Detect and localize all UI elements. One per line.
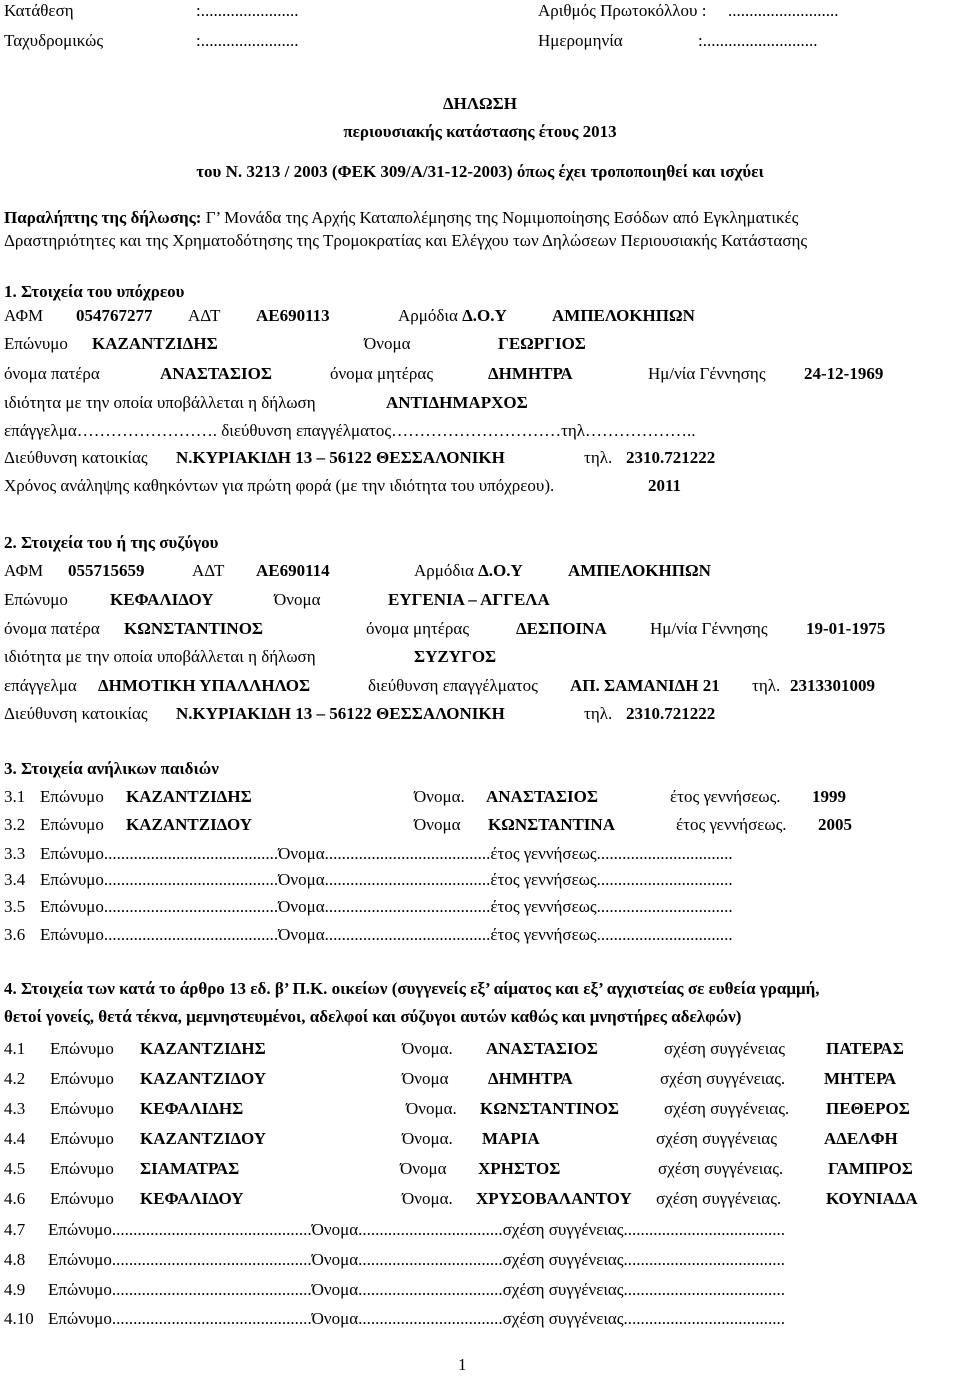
relative-surname: ΚΕΦΑΛΙΔΟΥ: [140, 1189, 244, 1208]
child-empty-fields: Επώνυμο.........................................Όνομα.......................................έτος γεννήσεως................................: [40, 844, 733, 863]
section4-heading-line-1: 4. Στοιχεία των κατά το άρθρο 13 εδ. β’ Π.Κ. οικείων (συγγενείς εξ’ αίματος και εξ’ αγχιστείας σε ευθεία γραμμή,: [4, 979, 820, 998]
dob-value: 24-12-1969: [804, 364, 884, 383]
capacity-value: ΑΝΤΙΔΗΜΑΡΧΟΣ: [386, 393, 528, 412]
spouse-name-value: ΕΥΓΕΝΙΑ – ΑΓΓΕΛΑ: [388, 590, 550, 609]
relative-empty-fields: Επώνυμο...............................................Όνομα..................................σχέση συγγένειας......................................: [48, 1309, 786, 1328]
relative-name: ΜΑΡΙΑ: [482, 1129, 540, 1148]
spouse-surname-value: ΚΕΦΑΛΙΔΟΥ: [110, 590, 214, 609]
child-name-label: Όνομα.: [414, 787, 465, 806]
relative-rel-label: σχέση συγγένειας.: [660, 1069, 786, 1088]
year-label: Χρόνος ανάληψης καθηκόντων για πρώτη φορά (με την ιδιότητα του υπόχρεου).: [4, 476, 555, 495]
relative-surname: ΚΑΖΑΝΤΖΙΔΟΥ: [140, 1129, 266, 1148]
relative-empty-fields: Επώνυμο...............................................Όνομα..................................σχέση συγγένειας......................................: [48, 1280, 786, 1299]
relative-name: ΧΡΗΣΤΟΣ: [478, 1159, 561, 1178]
relative-num: 4.1: [4, 1039, 26, 1058]
child-name: ΑΝΑΣΤΑΣΙΟΣ: [486, 787, 598, 806]
relative-empty-fields: Επώνυμο...............................................Όνομα..................................σχέση συγγένειας......................................: [48, 1250, 786, 1269]
relative-surname-label: Επώνυμο: [50, 1069, 114, 1088]
relative-num: 4.4: [4, 1129, 26, 1148]
spouse-father-label: όνομα πατέρα: [4, 619, 100, 638]
relative-name: ΑΝΑΣΤΑΣΙΟΣ: [486, 1039, 598, 1058]
relative-name: ΧΡΥΣΟΒΑΛΑΝΤΟΥ: [476, 1189, 632, 1208]
adt-label: ΑΔΤ: [188, 306, 221, 325]
relative-name-label: Όνομα.: [402, 1189, 453, 1208]
law-reference: του Ν. 3213 / 2003 (ΦΕΚ 309/Α/31-12-2003) όπως έχει τροποποιηθεί και ισχύει: [196, 162, 764, 181]
child-year: 1999: [812, 787, 846, 806]
spouse-surname-label: Επώνυμο: [4, 590, 68, 609]
imerominia-value: :...........................: [698, 31, 818, 50]
address-label: Διεύθυνση κατοικίας: [4, 448, 148, 467]
spouse-occupation-value: ΔΗΜΟΤΙΚΗ ΥΠΑΛΛΗΛΟΣ: [98, 676, 311, 695]
relative-num: 4.3: [4, 1099, 26, 1118]
child-surname-label: Επώνυμο: [40, 815, 104, 834]
relative-surname-label: Επώνυμο: [50, 1039, 114, 1058]
spouse-afm-label: ΑΦΜ: [4, 561, 44, 580]
relative-surname-label: Επώνυμο: [50, 1159, 114, 1178]
doy-label: Αρμόδια Δ.Ο.Υ: [398, 306, 507, 325]
spouse-address-label: Διεύθυνση κατοικίας: [4, 704, 148, 723]
relative-rel: ΠΕΘΕΡΟΣ: [826, 1099, 910, 1118]
relative-name-label: Όνομα: [400, 1159, 447, 1178]
spouse-work-address-label: διεύθυνση επαγγέλματος: [368, 676, 538, 695]
relative-name-label: Όνομα.: [406, 1099, 457, 1118]
relative-surname-label: Επώνυμο: [50, 1189, 114, 1208]
spouse-tel-label: τηλ.: [584, 704, 613, 723]
spouse-mother-label: όνομα μητέρας: [366, 619, 470, 638]
father-value: ΑΝΑΣΤΑΣΙΟΣ: [160, 364, 272, 383]
spouse-occupation-label: επάγγελμα: [4, 676, 77, 695]
spouse-afm-value: 055715659: [68, 561, 145, 580]
name-label: Όνομα: [364, 334, 411, 353]
relative-surname: ΚΑΖΑΝΤΖΙΔΟΥ: [140, 1069, 266, 1088]
child-num: 3.1: [4, 787, 26, 806]
relative-num: 4.7: [4, 1220, 26, 1239]
adt-value: ΑΕ690113: [256, 306, 330, 325]
spouse-dob-label: Ημ/νία Γέννησης: [650, 619, 768, 638]
relative-rel-label: σχέση συγγένειας: [664, 1039, 785, 1058]
dob-label: Ημ/νία Γέννησης: [648, 364, 766, 383]
section3-heading: 3. Στοιχεία ανήλικων παιδιών: [4, 759, 219, 778]
section4-heading-line-2: θετοί γονείς, θετά τέκνα, μεμνηστευμένοι, αδελφοί και σύζυγοι αυτών καθώς και μνηστήρες αδελφών): [4, 1007, 742, 1026]
section1-occupation-row: επάγγελμα……………………. διεύθυνση επαγγέλματος…………………………τηλ………………..: [4, 421, 696, 440]
recipient-line-2: Δραστηριότητες και της Χρηματοδότησης της Τρομοκρατίας και Ελέγχου των Δηλώσεων Περιουσιακής Κατάστασης: [4, 231, 808, 250]
relative-rel: ΠΑΤΕΡΑΣ: [826, 1039, 904, 1058]
tel-label: τηλ.: [584, 448, 613, 467]
spouse-dob-value: 19-01-1975: [806, 619, 886, 638]
imerominia-label: Ημερομηνία: [538, 31, 623, 50]
relative-name: ΔΗΜΗΤΡΑ: [488, 1069, 573, 1088]
child-year: 2005: [818, 815, 852, 834]
afm-value: 054767277: [76, 306, 153, 325]
relative-rel: ΑΔΕΛΦΗ: [824, 1129, 898, 1148]
relative-rel: ΓΑΜΠΡΟΣ: [828, 1159, 913, 1178]
relative-surname-label: Επώνυμο: [50, 1099, 114, 1118]
mother-value: ΔΗΜΗΤΡΑ: [488, 364, 573, 383]
relative-surname: ΚΕΦΑΛΙΔΗΣ: [140, 1099, 244, 1118]
father-label: όνομα πατέρα: [4, 364, 100, 383]
child-year-label: έτος γεννήσεως.: [670, 787, 781, 806]
child-num: 3.5: [4, 897, 26, 916]
protokollo-value: ..........................: [728, 1, 839, 20]
relative-num: 4.9: [4, 1280, 26, 1299]
relative-rel-label: σχέση συγγένειας.: [664, 1099, 790, 1118]
tachydromikos-label: Ταχυδρομικώς: [4, 31, 104, 50]
name-value: ΓΕΩΡΓΙΟΣ: [498, 334, 586, 353]
spouse-doy-value: ΑΜΠΕΛΟΚΗΠΩΝ: [568, 561, 711, 580]
afm-label: ΑΦΜ: [4, 306, 44, 325]
katathesi-label: Κατάθεση: [4, 1, 74, 20]
relative-rel-label: σχέση συγγένειας: [656, 1129, 777, 1148]
child-num: 3.6: [4, 925, 26, 944]
protokollo-label: Αριθμός Πρωτοκόλλου :: [538, 1, 707, 20]
relative-surname: ΣΙΑΜΑΤΡΑΣ: [140, 1159, 240, 1178]
relative-num: 4.10: [4, 1309, 34, 1328]
spouse-tel-value: 2310.721222: [626, 704, 716, 723]
relative-name-label: Όνομα.: [402, 1129, 453, 1148]
spouse-father-value: ΚΩΝΣΤΑΝΤΙΝΟΣ: [124, 619, 264, 638]
page-number: 1: [458, 1355, 467, 1374]
recipient-label: Παραλήπτης της δήλωσης:: [4, 208, 202, 227]
year-value: 2011: [648, 476, 682, 495]
relative-name: ΚΩΝΣΤΑΝΤΙΝΟΣ: [480, 1099, 620, 1118]
relative-rel-label: σχέση συγγένειας.: [658, 1159, 784, 1178]
relative-empty-fields: Επώνυμο...............................................Όνομα..................................σχέση συγγένειας......................................: [48, 1220, 786, 1239]
spouse-capacity-label: ιδιότητα με την οποία υποβάλλεται η δήλωση: [4, 647, 316, 666]
relative-rel: ΚΟΥΝΙΑΔΑ: [826, 1189, 918, 1208]
spouse-adt-label: ΑΔΤ: [192, 561, 225, 580]
tel-value: 2310.721222: [626, 448, 716, 467]
spouse-work-tel-value: 2313301009: [790, 676, 875, 695]
section2-heading: 2. Στοιχεία του ή της συζύγου: [4, 533, 219, 552]
child-empty-fields: Επώνυμο.........................................Όνομα.......................................έτος γεννήσεως................................: [40, 925, 733, 944]
relative-rel-label: σχέση συγγένειας.: [656, 1189, 782, 1208]
relative-num: 4.2: [4, 1069, 26, 1088]
recipient-line-1: [4, 207, 798, 229]
document-title: ΔΗΛΩΣΗ: [442, 94, 518, 113]
relative-surname-label: Επώνυμο: [50, 1129, 114, 1148]
relative-name-label: Όνομα: [402, 1069, 449, 1088]
relative-surname: ΚΑΖΑΝΤΖΙΔΗΣ: [140, 1039, 266, 1058]
relative-name-label: Όνομα.: [402, 1039, 453, 1058]
spouse-address-value: Ν.ΚΥΡΙΑΚΙΔΗ 13 – 56122 ΘΕΣΣΑΛΟΝΙΚΗ: [176, 704, 505, 723]
child-num: 3.2: [4, 815, 26, 834]
relative-num: 4.5: [4, 1159, 26, 1178]
spouse-adt-value: ΑΕ690114: [256, 561, 330, 580]
tachydromikos-value: :.......................: [196, 31, 299, 50]
katathesi-value: :.......................: [196, 1, 299, 20]
mother-label: όνομα μητέρας: [330, 364, 434, 383]
child-empty-fields: Επώνυμο.........................................Όνομα.......................................έτος γεννήσεως................................: [40, 870, 733, 889]
recipient-text-1: Γ’ Μονάδα της Αρχής Καταπολέμησης της Νομιμοποίησης Εσόδων από Εγκληματικές: [205, 208, 799, 227]
address-value: Ν.ΚΥΡΙΑΚΙΔΗ 13 – 56122 ΘΕΣΣΑΛΟΝΙΚΗ: [176, 448, 505, 467]
section1-heading: 1. Στοιχεία του υπόχρεου: [4, 282, 185, 301]
capacity-label: ιδιότητα με την οποία υποβάλλεται η δήλωση: [4, 393, 316, 412]
document-subtitle: περιουσιακής κατάστασης έτους 2013: [343, 122, 617, 141]
spouse-doy-label: Αρμόδια Δ.Ο.Υ: [414, 561, 523, 580]
spouse-name-label: Όνομα: [274, 590, 321, 609]
relative-num: 4.8: [4, 1250, 26, 1269]
spouse-work-address-value: ΑΠ. ΣΑΜΑΝΙΔΗ 21: [570, 676, 720, 695]
surname-value: ΚΑΖΑΝΤΖΙΔΗΣ: [92, 334, 218, 353]
relative-rel: ΜΗΤΕΡΑ: [824, 1069, 897, 1088]
child-surname: ΚΑΖΑΝΤΖΙΔΟΥ: [126, 815, 252, 834]
spouse-work-tel-label: τηλ.: [752, 676, 781, 695]
doy-value: ΑΜΠΕΛΟΚΗΠΩΝ: [552, 306, 695, 325]
spouse-mother-value: ΔΕΣΠΟΙΝΑ: [516, 619, 607, 638]
child-surname-label: Επώνυμο: [40, 787, 104, 806]
surname-label: Επώνυμο: [4, 334, 68, 353]
child-num: 3.3: [4, 844, 26, 863]
child-num: 3.4: [4, 870, 26, 889]
relative-num: 4.6: [4, 1189, 26, 1208]
child-surname: ΚΑΖΑΝΤΖΙΔΗΣ: [126, 787, 252, 806]
child-name: ΚΩΝΣΤΑΝΤΙΝΑ: [488, 815, 615, 834]
child-empty-fields: Επώνυμο.........................................Όνομα.......................................έτος γεννήσεως................................: [40, 897, 733, 916]
child-year-label: έτος γεννήσεως.: [676, 815, 787, 834]
spouse-capacity-value: ΣΥΖΥΓΟΣ: [414, 647, 497, 666]
child-name-label: Όνομα: [414, 815, 461, 834]
